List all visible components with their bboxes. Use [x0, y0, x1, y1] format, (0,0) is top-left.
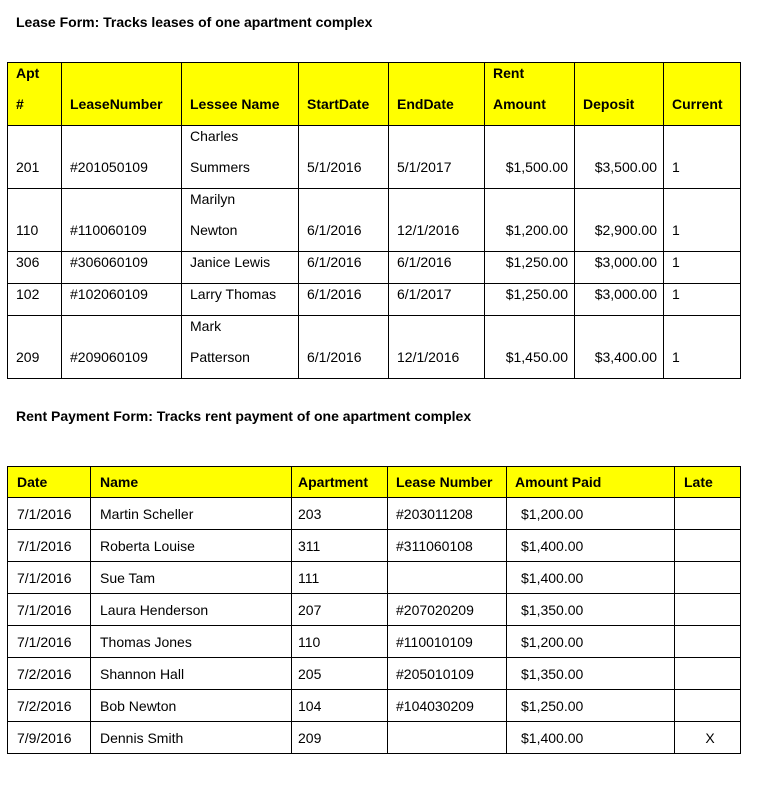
- lease-number-value: #102060109: [70, 286, 148, 302]
- lease-row: [8, 126, 741, 189]
- start-date-value: 6/1/2016: [307, 349, 362, 365]
- lease-cell-name: [182, 316, 299, 379]
- rent-lease-number: #110010109: [388, 626, 507, 658]
- rent-row: [8, 530, 741, 562]
- rent-date: 7/1/2016: [8, 594, 91, 626]
- lease-cell-end: [389, 316, 485, 379]
- rent-amount-value: $1,450.00: [505, 349, 568, 365]
- header-amount-paid: Amount Paid: [507, 467, 675, 498]
- rent-apartment: 209: [292, 722, 388, 754]
- rent-amount: $1,350.00: [507, 658, 675, 690]
- rent-late: [675, 658, 741, 690]
- header-apt-line2: #: [16, 96, 24, 112]
- rent-late: X: [675, 722, 741, 754]
- lease-cell-name: [182, 126, 299, 189]
- rent-late: [675, 498, 741, 530]
- header-apartment: Apartment: [292, 467, 388, 498]
- rent-header-row: [8, 467, 741, 498]
- current-value: 1: [672, 222, 680, 238]
- lease-cell-deposit: [575, 126, 664, 189]
- rent-row: [8, 690, 741, 722]
- lease-row: [8, 252, 741, 284]
- lease-number-value: #306060109: [70, 254, 148, 270]
- current-value: 1: [672, 159, 680, 175]
- lease-cell-current: [664, 316, 741, 379]
- rent-name: Thomas Jones: [91, 626, 292, 658]
- lease-row: [8, 189, 741, 252]
- rent-name: Laura Henderson: [91, 594, 292, 626]
- rent-date: 7/1/2016: [8, 562, 91, 594]
- deposit-value: $3,000.00: [594, 254, 657, 270]
- header-late: Late: [675, 467, 741, 498]
- lease-cell-end: [389, 284, 485, 316]
- header-lease-number: Lease Number: [388, 467, 507, 498]
- apt-value: 209: [16, 349, 40, 365]
- rent-name: Dennis Smith: [91, 722, 292, 754]
- lessee-name-line1: Charles: [190, 128, 239, 144]
- lease-number-value: #209060109: [70, 349, 148, 365]
- rent-apartment: 111: [292, 562, 388, 594]
- lease-cell-start: [299, 284, 389, 316]
- rent-apartment: 207: [292, 594, 388, 626]
- rent-row: [8, 498, 741, 530]
- end-date-value: 6/1/2017: [397, 286, 452, 302]
- lease-cell-apt: [8, 284, 62, 316]
- header-deposit-label: Deposit: [583, 96, 635, 112]
- rent-name: Sue Tam: [91, 562, 292, 594]
- rent-amount: $1,200.00: [507, 498, 675, 530]
- lease-cell-number: [62, 126, 182, 189]
- rent-amount-value: $1,500.00: [505, 159, 568, 175]
- header-apt-line1: Apt: [16, 65, 40, 81]
- lease-cell-end: [389, 252, 485, 284]
- lease-row: [8, 316, 741, 379]
- lease-cell-rent: [485, 252, 575, 284]
- deposit-value: $3,400.00: [594, 349, 657, 365]
- rent-amount: $1,400.00: [507, 562, 675, 594]
- lease-cell-rent: [485, 316, 575, 379]
- lease-number-value: #201050109: [70, 159, 148, 175]
- rent-name: Roberta Louise: [91, 530, 292, 562]
- current-value: 1: [672, 254, 680, 270]
- lessee-name-line1: Marilyn: [190, 191, 236, 207]
- lease-cell-current: [664, 284, 741, 316]
- lease-cell-deposit: [575, 284, 664, 316]
- rent-amount-value: $1,250.00: [505, 286, 568, 302]
- header-lessee-name-label: Lessee Name: [190, 96, 280, 112]
- rent-amount: $1,250.00: [507, 690, 675, 722]
- header-rent-line1: Rent: [493, 65, 525, 81]
- lease-number-value: #110060109: [70, 222, 147, 238]
- rent-date: 7/1/2016: [8, 626, 91, 658]
- lease-cell-current: [664, 189, 741, 252]
- rent-date: 7/1/2016: [8, 530, 91, 562]
- lease-header-row: [8, 63, 741, 126]
- lease-cell-apt: [8, 316, 62, 379]
- deposit-value: $3,000.00: [594, 286, 657, 302]
- lease-cell-number: [62, 252, 182, 284]
- header-current: [664, 63, 741, 126]
- rent-apartment: 203: [292, 498, 388, 530]
- rent-late: [675, 690, 741, 722]
- header-end-date-label: EndDate: [397, 96, 454, 112]
- rent-apartment: 104: [292, 690, 388, 722]
- deposit-value: $3,500.00: [594, 159, 657, 175]
- rent-name: Shannon Hall: [91, 658, 292, 690]
- rent-amount: $1,400.00: [507, 722, 675, 754]
- lease-row: [8, 284, 741, 316]
- rent-amount: $1,400.00: [507, 530, 675, 562]
- rent-amount: $1,350.00: [507, 594, 675, 626]
- lease-cell-current: [664, 252, 741, 284]
- lease-cell-end: [389, 126, 485, 189]
- rent-amount-value: $1,200.00: [505, 222, 568, 238]
- rent-lease-number: #104030209: [388, 690, 507, 722]
- header-lease-number: [62, 63, 182, 126]
- header-end-date: [389, 63, 485, 126]
- apt-value: 306: [16, 254, 40, 270]
- header-deposit: [575, 63, 664, 126]
- rent-table: [7, 466, 741, 754]
- header-name: Name: [91, 467, 292, 498]
- rent-date: 7/2/2016: [8, 690, 91, 722]
- header-date: Date: [8, 467, 91, 498]
- header-apt: [8, 63, 62, 126]
- lease-cell-number: [62, 189, 182, 252]
- lease-table: [7, 62, 741, 379]
- start-date-value: 6/1/2016: [307, 286, 362, 302]
- rent-apartment: 205: [292, 658, 388, 690]
- lessee-name-line2: Patterson: [190, 349, 250, 365]
- current-value: 1: [672, 349, 680, 365]
- rent-row: [8, 626, 741, 658]
- lease-cell-rent: [485, 189, 575, 252]
- lessee-name-value: Larry Thomas: [190, 286, 277, 302]
- lease-cell-start: [299, 189, 389, 252]
- lease-cell-name: [182, 252, 299, 284]
- lease-cell-current: [664, 126, 741, 189]
- rent-lease-number: #205010109: [388, 658, 507, 690]
- lease-cell-number: [62, 284, 182, 316]
- lease-cell-name: [182, 284, 299, 316]
- current-value: 1: [672, 286, 680, 302]
- lease-cell-deposit: [575, 189, 664, 252]
- apt-value: 102: [16, 286, 40, 302]
- apt-value: 201: [16, 159, 40, 175]
- rent-name: Bob Newton: [91, 690, 292, 722]
- lease-cell-start: [299, 126, 389, 189]
- rent-row: [8, 722, 741, 754]
- end-date-value: 6/1/2016: [397, 254, 452, 270]
- rent-lease-number: [388, 722, 507, 754]
- rent-row: [8, 594, 741, 626]
- rent-lease-number: [388, 562, 507, 594]
- rent-late: [675, 530, 741, 562]
- rent-date: 7/2/2016: [8, 658, 91, 690]
- lease-cell-apt: [8, 252, 62, 284]
- lessee-name-value: Janice Lewis: [190, 254, 271, 270]
- header-rent-line2: Amount: [493, 96, 546, 112]
- lessee-name-line2: Newton: [190, 222, 238, 238]
- lease-cell-apt: [8, 126, 62, 189]
- rent-name: Martin Scheller: [91, 498, 292, 530]
- rent-row: [8, 562, 741, 594]
- lease-form-title: Lease Form: Tracks leases of one apartment complex: [16, 14, 373, 30]
- rent-date: 7/9/2016: [8, 722, 91, 754]
- lessee-name-line1: Mark: [190, 318, 222, 334]
- start-date-value: 5/1/2016: [307, 159, 362, 175]
- rent-lease-number: #311060108: [388, 530, 507, 562]
- lease-cell-start: [299, 252, 389, 284]
- end-date-value: 12/1/2016: [397, 349, 460, 365]
- rent-lease-number: #203011208: [388, 498, 507, 530]
- lease-cell-rent: [485, 126, 575, 189]
- lease-cell-start: [299, 316, 389, 379]
- rent-apartment: 110: [292, 626, 388, 658]
- header-start-date: [299, 63, 389, 126]
- header-lease-number-label: LeaseNumber: [70, 96, 163, 112]
- lease-cell-deposit: [575, 316, 664, 379]
- start-date-value: 6/1/2016: [307, 222, 362, 238]
- rent-lease-number: #207020209: [388, 594, 507, 626]
- end-date-value: 12/1/2016: [397, 222, 460, 238]
- lease-cell-number: [62, 316, 182, 379]
- lease-cell-name: [182, 189, 299, 252]
- end-date-value: 5/1/2017: [397, 159, 452, 175]
- rent-late: [675, 562, 741, 594]
- lease-cell-apt: [8, 189, 62, 252]
- header-rent-amount: [485, 63, 575, 126]
- deposit-value: $2,900.00: [594, 222, 657, 238]
- rent-date: 7/1/2016: [8, 498, 91, 530]
- apt-value: 110: [16, 222, 39, 238]
- lease-cell-deposit: [575, 252, 664, 284]
- rent-late: [675, 626, 741, 658]
- header-start-date-label: StartDate: [307, 96, 370, 112]
- rent-amount-value: $1,250.00: [505, 254, 568, 270]
- rent-form-title: Rent Payment Form: Tracks rent payment of one apartment complex: [16, 408, 472, 424]
- rent-amount: $1,200.00: [507, 626, 675, 658]
- lease-cell-end: [389, 189, 485, 252]
- lessee-name-line2: Summers: [190, 159, 250, 175]
- header-current-label: Current: [672, 96, 723, 112]
- lease-cell-rent: [485, 284, 575, 316]
- rent-late: [675, 594, 741, 626]
- rent-apartment: 311: [292, 530, 388, 562]
- start-date-value: 6/1/2016: [307, 254, 362, 270]
- header-lessee-name: [182, 63, 299, 126]
- rent-row: [8, 658, 741, 690]
